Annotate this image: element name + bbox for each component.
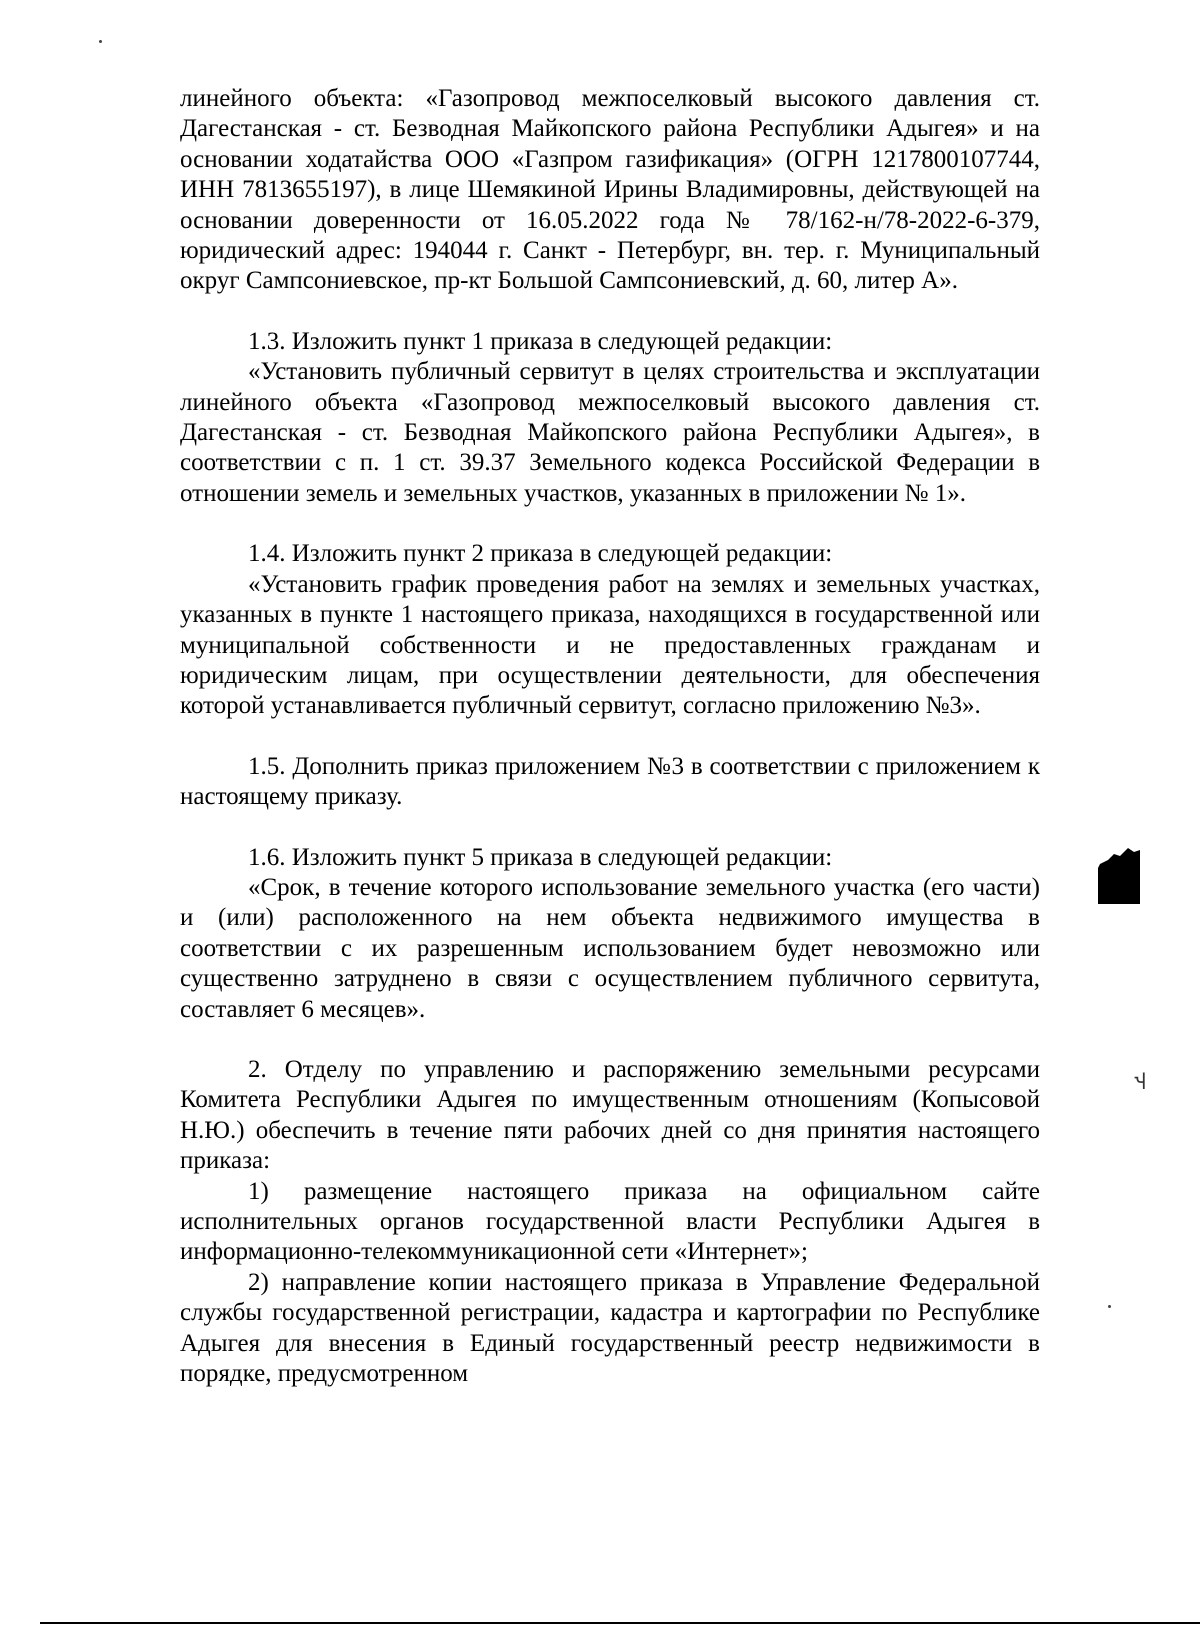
paragraph-item-2: 2. Отделу по управлению и распоряжению земельными ресурсами Комитета Республики Адыгея по имущественным отношениям (Копысовой Н.Ю.) обеспечить в течение пяти рабочих дней со дня принятия настоящего приказа:: [180, 1055, 1040, 1175]
paragraph-item-1-5: 1.5. Дополнить приказ приложением №3 в соответствии с приложением к настоящему приказу.: [180, 752, 1040, 811]
paragraph-item-2-1: 1) размещение настоящего приказа на официальном сайте исполнительных органов государственной власти Республики Адыгея в информационно-телекоммуникационной сети «Интернет»;: [180, 1177, 1040, 1266]
paragraph-item-1-6-text: «Срок, в течение которого использование земельного участка (его части) и (или) расположенного на нем объекта недвижимого имущества в соответствии с их разрешенным использованием будет невозможно или существенно затруднено в связи с осуществлением публичного сервитута, составляет 6 месяцев».: [180, 873, 1040, 1023]
paragraph-item-1-3-text: «Установить публичный сервитут в целях строительства и эксплуатации линейного объекта «Газопровод межпоселковый высокого давления ст. Дагестанская - ст. Безводная Майкопского района Республики Адыгея», в соответствии с п. 1 ст. 39.37 Земельного кодекса Российской Федерации в отношении земель и земельных участков, указанных в приложении № 1».: [180, 358, 1040, 507]
scan-speck: [99, 40, 102, 43]
paragraph-continuation: линейного объекта: «Газопровод межпоселковый высокого давления ст. Дагестанская - ст. Безводная Майкопского района Республики Адыгея» и на основании ходатайства ООО «Газпром газификация» (ОГРН 1217800107744, ИНН 7813655197), в лице Шемякиной Ирины Владимировны, действующей на основании доверенности от 16.05.2022 года № 78/162-н/78-2022-6-379, юридический адрес: 194044 г. Санкт - Петербург, вн. тер. г. Муниципальный округ Сампсониевское, пр-кт Большой Сампсониевский, д. 60, литер А».: [180, 85, 1040, 295]
paragraph-item-1-6: 1.6. Изложить пункт 5 приказа в следующей редакции:: [248, 843, 833, 871]
paragraph-item-2-2: 2) направление копии настоящего приказа в Управление Федеральной службы государственной регистрации, кадастра и картографии по Республике Адыгея для внесения в Единый государственный реестр недвижимости в порядке, предусмотренном: [180, 1268, 1040, 1388]
scan-artifact-mark: [1098, 846, 1142, 904]
page-bottom-edge: [40, 1622, 1200, 1624]
scan-speck: [1108, 1305, 1111, 1308]
paragraph-item-1-3: 1.3. Изложить пункт 1 приказа в следующей редакции:: [248, 327, 833, 355]
document-body: [180, 84, 1040, 1389]
paragraph-item-1-4-text: «Установить график проведения работ на землях и земельных участках, указанных в пункте 1 настоящего приказа, находящихся в государственной или муниципальной собственности и не предоставленных гражданам и юридическим лицам, при осуществлении деятельности, для обеспечения которой устанавливается публичный сервитут, согласно приложению №3».: [180, 570, 1040, 720]
margin-glyph: Ⴣ: [1134, 1072, 1146, 1094]
paragraph-item-1-4: 1.4. Изложить пункт 2 приказа в следующей редакции:: [248, 540, 833, 568]
